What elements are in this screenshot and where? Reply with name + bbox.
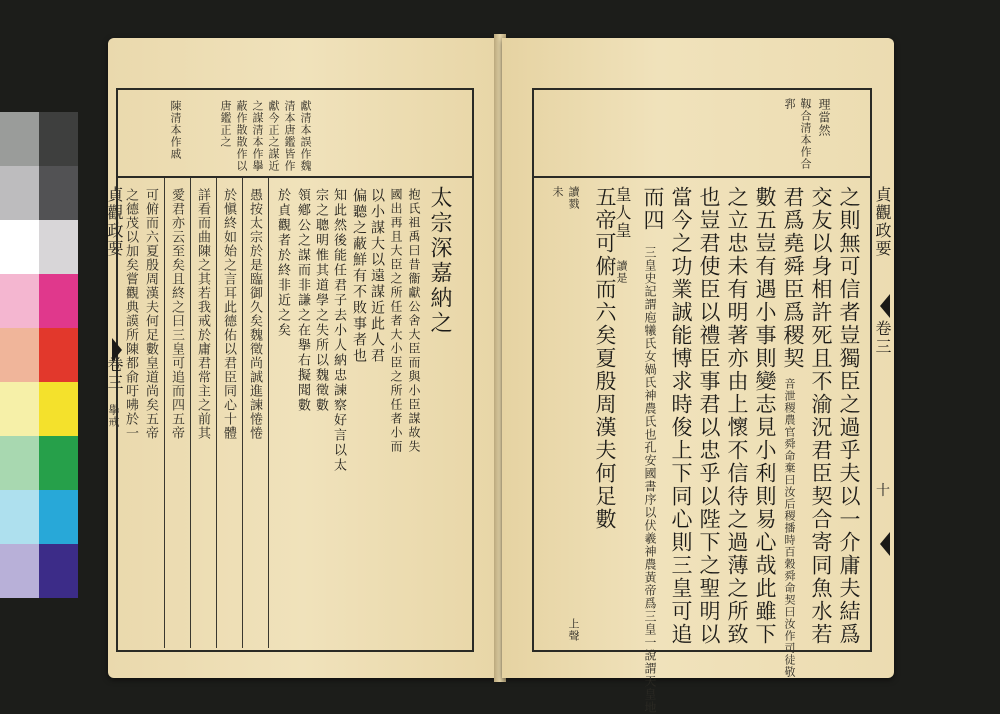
color-swatch (0, 220, 39, 274)
left-far-note: 陳清本作戚 (169, 100, 182, 160)
color-swatch (0, 490, 39, 544)
color-swatch (39, 436, 78, 490)
left-heading-note: 清本唐鑑皆作 (283, 100, 296, 172)
text-column: 以小謀大以遠謀近此人君 (369, 188, 385, 364)
color-calibration-strip (0, 112, 78, 600)
commentary-column: 三皇史記謂庖犧氏女媧氏神農氏也孔安國書序以伏羲神農黃帝爲三皇一說謂天皇地 (643, 246, 657, 714)
commentary-column: 愛君亦云至矣且終之曰三皇可追而四五帝 (169, 188, 184, 440)
commentary-column: 可俯而六夏殷周漢夫何足數皇道尚矣五帝 (143, 188, 158, 440)
color-swatch (0, 274, 39, 328)
color-swatch (0, 328, 39, 382)
commentary-column: 音泄稷農官舜命棄曰汝后稷播時百穀舜命契曰汝作司徒敬 (783, 378, 796, 678)
text-column: 抱氏祖禹曰昔衞獻公舍大臣而與小臣謀故失 (407, 188, 421, 454)
fish-tail-mark (880, 294, 890, 318)
text-column: 交友以身相許死且不渝況君臣契合寄同魚水若 (809, 186, 833, 646)
color-swatch (0, 544, 39, 598)
margin-section: 擧戒 (107, 404, 120, 428)
commentary-column: 讀戮 (567, 186, 580, 210)
margin-title: 貞觀政要 (105, 186, 124, 258)
right-heading-note: 靱合清本作合 (799, 98, 812, 170)
text-column: 於貞觀者於終非近之矣 (275, 188, 290, 338)
text-column: 也豈君使臣以禮臣事君以忠乎以陛下之聖明以 (697, 186, 721, 646)
text-column: 太宗深嘉納之 (427, 186, 452, 336)
color-swatch (39, 220, 78, 274)
text-column: 領鄕公之謀而非謙之在擧右擬聞數 (295, 188, 310, 413)
left-page (105, 38, 498, 678)
text-column: 宗之聰明惟其道學之失所以魏徵數 (313, 188, 328, 413)
text-column: 之則無可信者豈獨臣之過乎夫以一介庸夫結爲 (837, 186, 861, 646)
margin-volume: 卷三 (873, 320, 892, 356)
color-swatch (39, 112, 78, 166)
text-column: 五帝可俯而六矣夏殷周漢夫何足數 (593, 186, 617, 531)
left-heading-note: 唐鑑正之 (219, 100, 232, 148)
right-heading-note: 郛 (783, 98, 796, 110)
color-swatch (0, 382, 39, 436)
color-swatch (39, 490, 78, 544)
commentary-column: 於愼終如始之言耳此德佑以君臣同心十體 (221, 188, 236, 440)
text-column: 國出再且大臣之所任者大小臣之所任者小而 (389, 188, 403, 454)
color-swatch (39, 328, 78, 382)
commentary-column: 未 (551, 186, 564, 198)
color-swatch (39, 382, 78, 436)
left-heading-note: 獻今正之謀近 (267, 100, 280, 172)
color-swatch (0, 166, 39, 220)
color-swatch (39, 166, 78, 220)
commentary-column: 詳看而曲陳之其若我戒於庸君常主之前其 (195, 188, 210, 440)
left-heading-note: 獻清本誤作魏 (299, 100, 312, 172)
color-swatch (0, 436, 39, 490)
left-heading-note: 蔽作散散作以 (235, 100, 248, 172)
commentary-column: 之德茂以加矣嘗觀典謨所陳都俞吁咈於一 (123, 188, 138, 440)
margin-volume: 卷三 (105, 356, 124, 392)
color-swatch (39, 544, 78, 598)
right-page (502, 38, 894, 714)
color-swatch (0, 112, 39, 166)
open-book (100, 28, 900, 714)
page-number: 十 (876, 483, 890, 499)
commentary-column: 愚按太宗於是臨御久矣魏徵尚誠進諫惓惓 (247, 188, 262, 440)
margin-title: 貞觀政要 (873, 186, 892, 258)
color-swatch (39, 274, 78, 328)
commentary-column: 讀是 (615, 260, 628, 284)
text-column: 而四 (641, 186, 665, 232)
fish-tail-mark (880, 532, 890, 556)
text-column: 君爲堯舜臣爲稷契 (781, 186, 805, 370)
text-column: 之立忠未有明著亦由上懷不信待之過薄之所致 (725, 186, 749, 646)
text-column: 偏聽之蔽鮮有不敗事者也 (351, 188, 367, 364)
text-column: 數五豈有遇小事則變志見小利則易心哉此雖下 (753, 186, 777, 646)
left-heading-note: 之謀清本作擧 (251, 100, 264, 172)
text-column: 知此然後能任君子去小人納忠諫察好言以太 (331, 188, 346, 473)
text-column: 皇人皇 (613, 186, 632, 240)
commentary-column: 上聲 (567, 618, 580, 642)
text-column: 當今之功業誠能博求時俊上下同心則三皇可追 (669, 186, 693, 646)
right-heading-note: 理當然 (817, 98, 831, 137)
